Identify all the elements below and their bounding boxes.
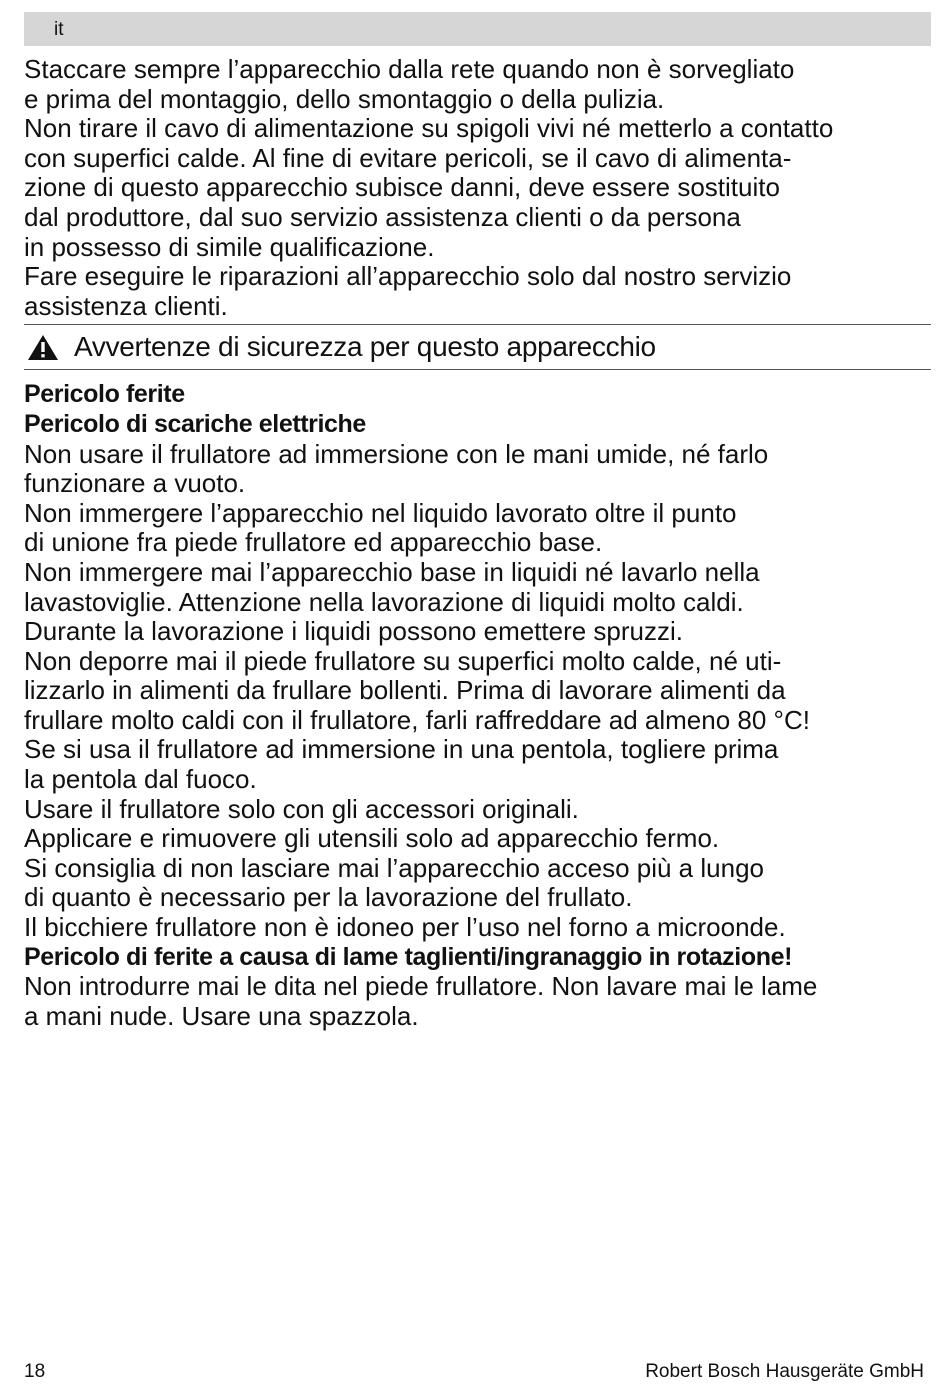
language-bar bbox=[24, 12, 931, 46]
warning-paragraph: Non introdurre mai le dita nel piede frullatore. Non lavare mai le lame a mani nude. Usare una spazzola. bbox=[24, 971, 818, 1031]
warning-paragraph: Usare il frullatore solo con gli accessori originali. bbox=[24, 793, 579, 824]
page-number: 18 bbox=[24, 1361, 46, 1382]
warning-paragraph: Non immergere mai l’apparecchio base in liquidi né lavarlo nella lavastoviglie. Attenzione nella lavorazione di liquidi molto caldi. Durante la lavorazione i liquidi possono emettere spruzzi. bbox=[24, 556, 760, 647]
warning-paragraph: Non immergere l’apparecchio nel liquido lavorato oltre il punto di unione fra piede frullatore ed apparecchio base. bbox=[24, 497, 737, 558]
warning-paragraph: Il bicchiere frullatore non è idoneo per l’uso nel forno a microonde. bbox=[24, 912, 786, 943]
warning-paragraph: Non deporre mai il piede frullatore su superfici molto calde, né uti- lizzarlo in alimenti da frullare bollenti. Prima di lavorare alimenti da frullare molto caldi con il frullatore, farli raffreddare ad almeno 80 °C! bbox=[24, 645, 810, 735]
warning-paragraph: Non usare il frullatore ad immersione con le mani umide, né farlo funzionare a vuoto. bbox=[24, 438, 769, 499]
warning-heading: Pericolo ferite bbox=[24, 380, 185, 409]
warning-paragraph: Applicare e rimuovere gli utensili solo ad apparecchio fermo. bbox=[24, 823, 720, 854]
page-content bbox=[24, 55, 936, 1031]
warning-heading: Pericolo di scariche elettriche bbox=[24, 409, 366, 438]
warning-triangle-icon bbox=[26, 332, 60, 362]
section-divider-bottom bbox=[24, 369, 931, 370]
section-heading bbox=[24, 325, 936, 369]
language-label: it bbox=[54, 19, 64, 40]
intro-paragraph: Fare eseguire le riparazioni all’apparecchio solo dal nostro servizio assistenza clienti. bbox=[24, 261, 792, 321]
footer-company: Robert Bosch Hausgeräte GmbH bbox=[645, 1361, 924, 1382]
intro-paragraph: Non tirare il cavo di alimentazione su spigoli vivi né metterlo a contatto con superfici calde. Al fine di evitare pericoli, se il cavo di alimenta- zione di questo apparecchio subisce danni, deve essere sostituito dal produttore, dal suo servizio assistenza clienti o da persona in possesso di simile qualificazione. bbox=[24, 113, 834, 262]
warning-paragraph: Si consiglia di non lasciare mai l’apparecchio acceso più a lungo di quanto è necessario per la lavorazione del frullato. bbox=[24, 852, 764, 913]
section-title: Avvertenze di sicurezza per questo apparecchio bbox=[74, 331, 656, 363]
warning-heading: Pericolo di ferite a causa di lame taglienti/ingranaggio in rotazione! bbox=[24, 942, 792, 971]
warnings-section bbox=[24, 380, 936, 1031]
intro-paragraph: Staccare sempre l’apparecchio dalla rete quando non è sorvegliato e prima del montaggio, dello smontaggio o della pulizia. bbox=[24, 54, 795, 114]
intro-section bbox=[24, 55, 936, 321]
warning-paragraph: Se si usa il frullatore ad immersione in una pentola, togliere prima la pentola dal fuoco. bbox=[24, 734, 779, 795]
